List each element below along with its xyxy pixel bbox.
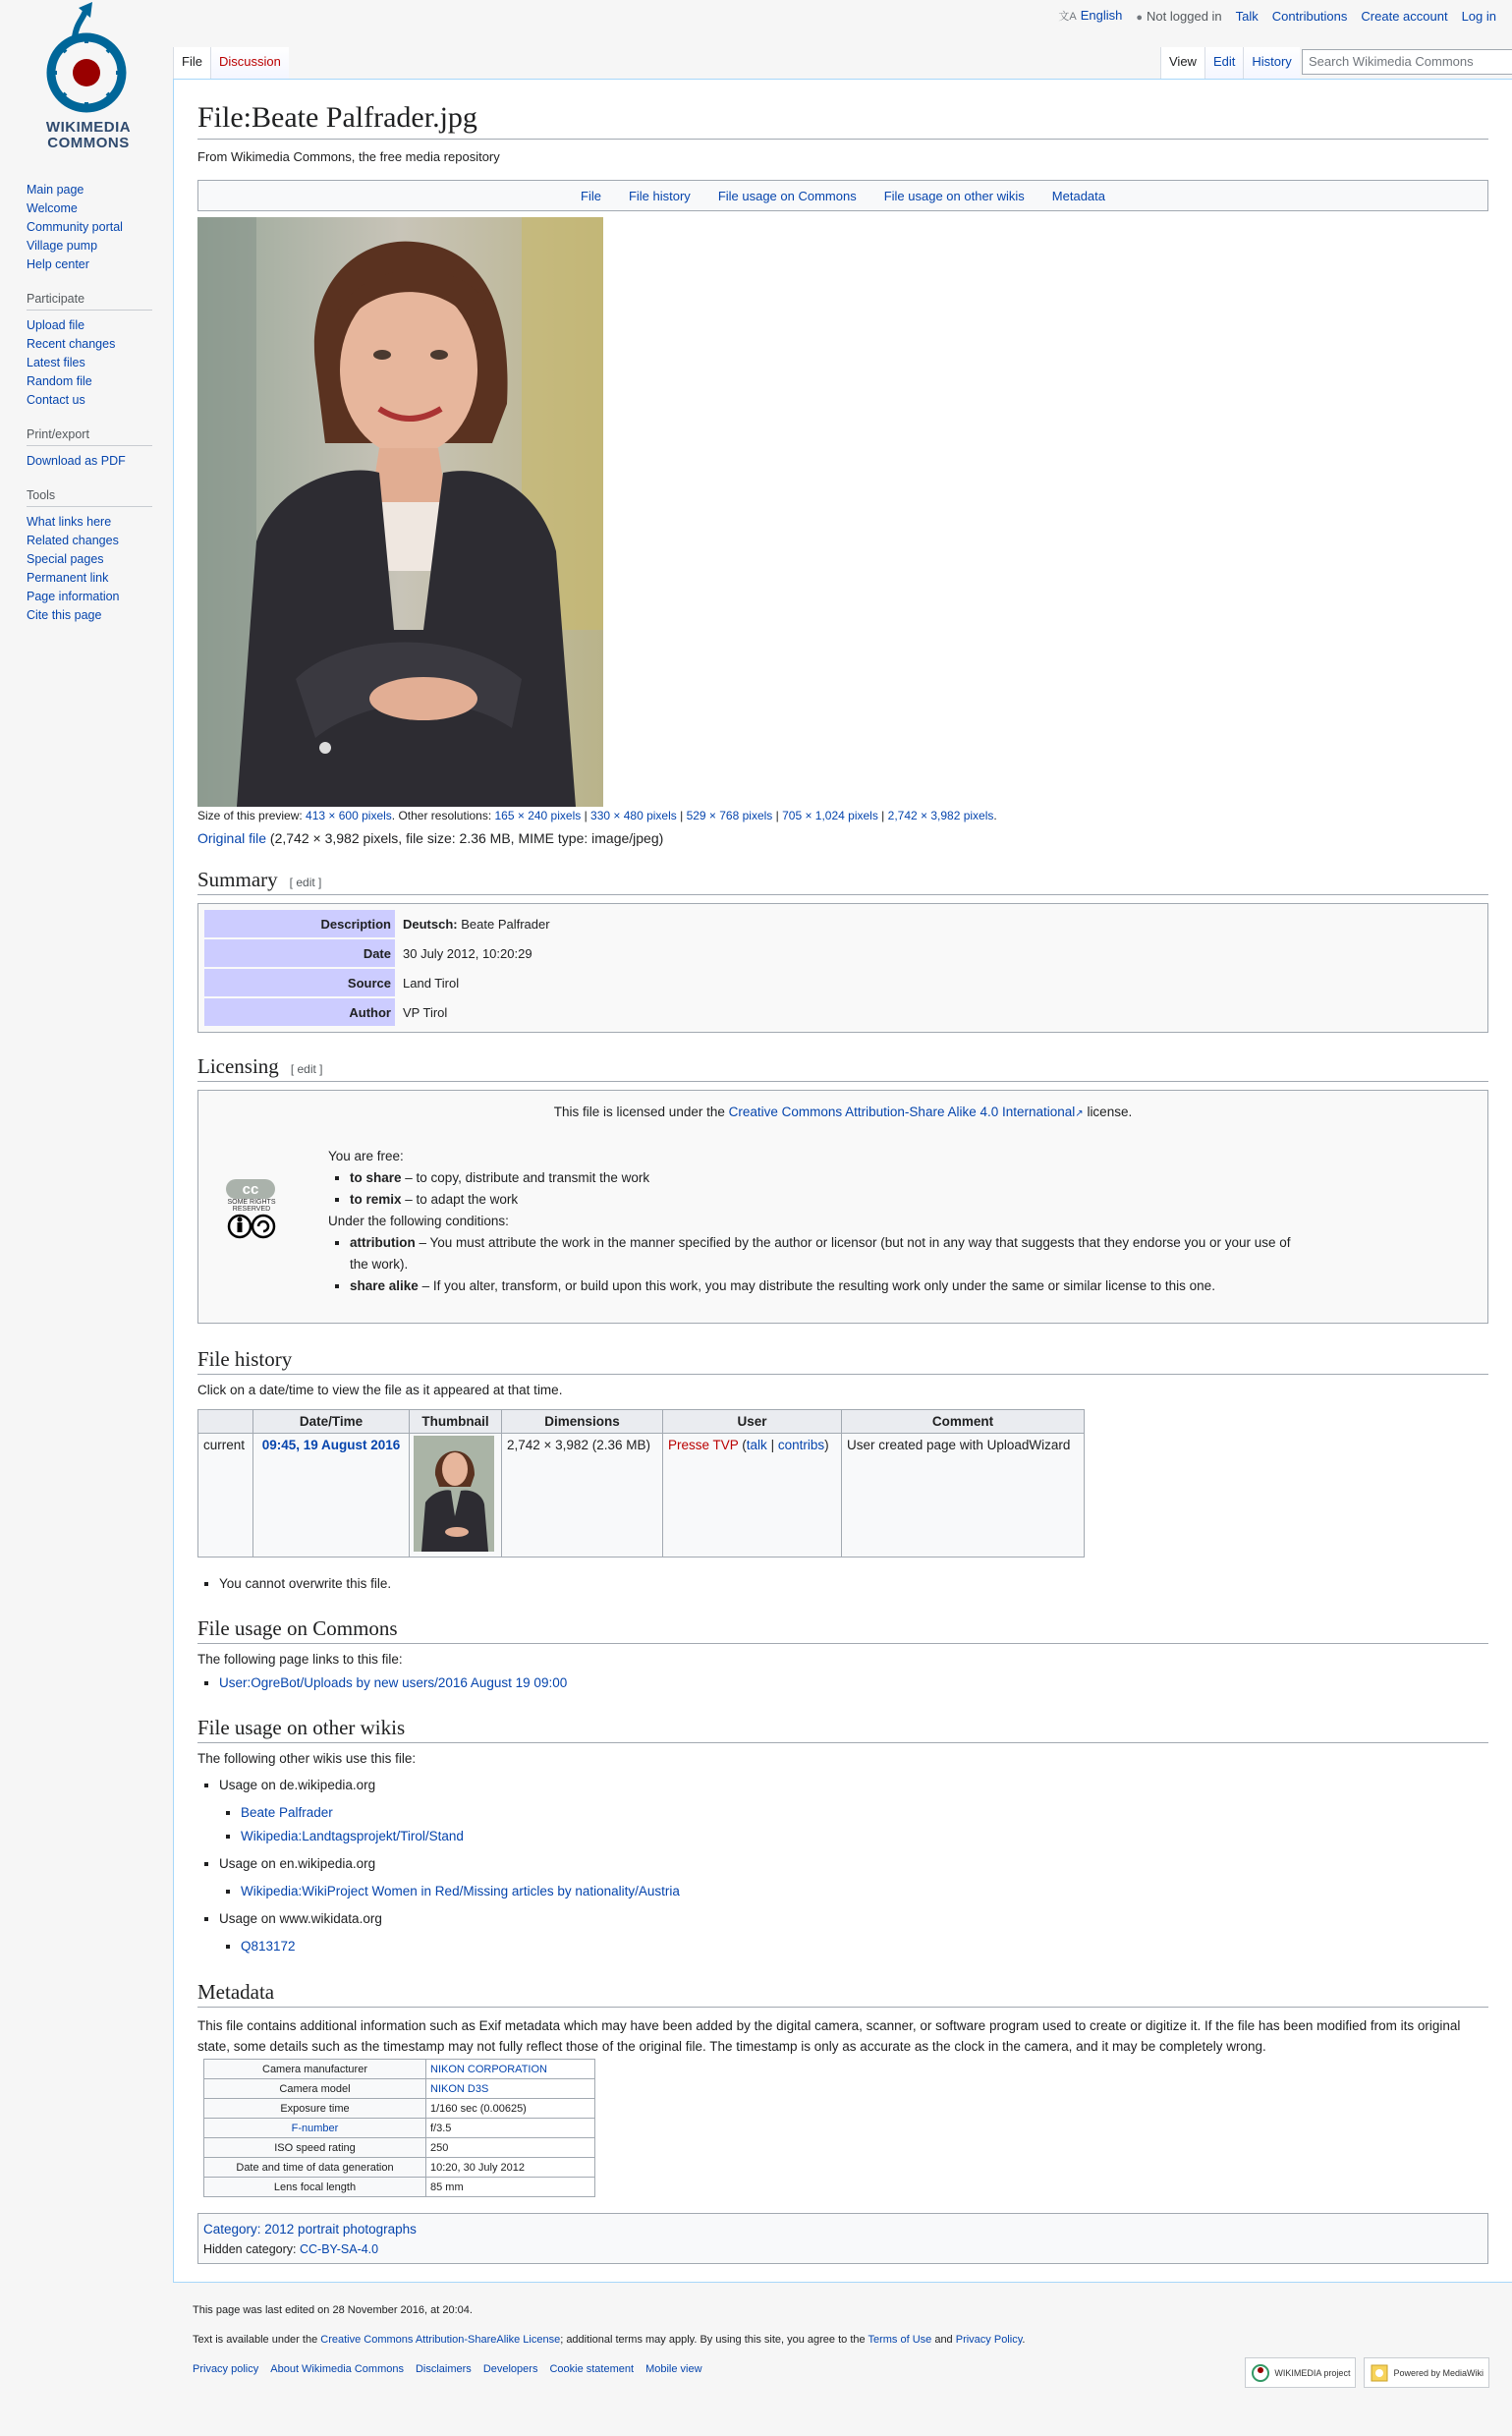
- talk-link[interactable]: Talk: [1235, 8, 1259, 24]
- history-contribs-link[interactable]: contribs: [777, 1438, 825, 1452]
- table-row: Author VP Tirol: [204, 998, 556, 1026]
- resolution-link[interactable]: 705 × 1,024 pixels: [782, 809, 878, 822]
- original-file-link[interactable]: Original file: [197, 830, 267, 846]
- sidebar-print: [27, 427, 174, 471]
- footer-link-developers[interactable]: Developers: [482, 2363, 538, 2375]
- commons-logo-icon: [29, 0, 147, 120]
- table-row: Source Land Tirol: [204, 969, 556, 996]
- contributions-link[interactable]: Contributions: [1271, 8, 1348, 24]
- sidebar-heading-tools: Tools: [27, 488, 152, 507]
- list-item: ▪ attribution – You must attribute the work in the manner specified by the author or licensor (but not in any way that suggests that they endorse you or your use of the work).: [350, 1232, 1311, 1275]
- sidebar-tools: [27, 488, 174, 625]
- sidebar-heading-print: Print/export: [27, 427, 152, 446]
- sidebar-item-random-file[interactable]: Random file: [27, 374, 92, 388]
- mediawiki-badge[interactable]: Powered by MediaWiki: [1364, 2357, 1489, 2388]
- license-link[interactable]: Creative Commons Attribution-Share Alike 4.0 International: [728, 1105, 1076, 1119]
- create-account-link[interactable]: Create account: [1361, 8, 1448, 24]
- tab-history[interactable]: History: [1243, 47, 1299, 79]
- metadata-intro: This file contains additional information such as Exif metadata which may have been added by the digital camera, scanner, or software program used to create or digitize it. If the file has been modified from its original state, some details such as the timestamp may not fully reflect those of the original file. The timestamp is only as accurate as the clock in the camera, and it may be completely wrong.: [197, 2018, 1461, 2054]
- portrait-photo: [197, 217, 603, 807]
- sidebar-item-cite-page[interactable]: Cite this page: [27, 608, 102, 622]
- list-item: ▪ Usage on de.wikipedia.org ▪ Beate Palfrader ▪ Wikipedia:Landtagsprojekt/Tirol/Stand: [219, 1774, 1488, 1848]
- sidebar-item-contact-us[interactable]: Contact us: [27, 393, 85, 407]
- main-content: [173, 79, 1512, 2283]
- file-history-heading: File history: [197, 1347, 1488, 1375]
- summary-edit-link[interactable]: [ edit ]: [289, 876, 322, 889]
- metadata-heading: Metadata: [197, 1980, 1488, 2008]
- resolution-link[interactable]: 529 × 768 pixels: [686, 809, 773, 822]
- sidebar-item-upload-file[interactable]: Upload file: [27, 318, 85, 332]
- file-history-table: [197, 1409, 1085, 1558]
- table-row: current 09:45, 19 August 2016 2,742 × 3,982 (2.36 MB) Presse TVP (talk | contribs) User created page with UploadWizard: [198, 1434, 1085, 1558]
- file-toc: [197, 180, 1488, 211]
- view-tabs: [1160, 47, 1300, 79]
- list-item: ▪ share alike – If you alter, transform, or build upon this work, you may distribute the resulting work only under the same or similar license to this one.: [350, 1275, 1311, 1297]
- table-row: Exposure time 1/160 sec (0.00625): [204, 2099, 595, 2119]
- history-user-link[interactable]: Presse TVP: [668, 1438, 739, 1452]
- page-title: File:Beate Palfrader.jpg: [197, 99, 1488, 140]
- login-link[interactable]: Log in: [1461, 8, 1496, 24]
- anon-status: ● Not logged in: [1136, 8, 1222, 24]
- sidebar-item-download-pdf[interactable]: Download as PDF: [27, 454, 126, 468]
- footer-icons: [1245, 2357, 1489, 2388]
- usage-commons-intro: The following page links to this file:: [197, 1652, 403, 1667]
- site-subtitle: From Wikimedia Commons, the free media repository: [197, 149, 500, 164]
- licensing-heading: Licensing [ edit ]: [197, 1054, 1488, 1082]
- table-row: Camera manufacturer NIKON CORPORATION: [204, 2060, 595, 2079]
- history-datetime-link[interactable]: 09:45, 19 August 2016: [261, 1438, 401, 1452]
- list-item: ▪ Usage on en.wikipedia.org ▪ Wikipedia:WikiProject Women in Red/Missing articles by nationality/Austria: [219, 1852, 1488, 1903]
- svg-text:cc: cc: [242, 1181, 259, 1198]
- sidebar-participate: [27, 292, 174, 410]
- summary-heading: Summary [ edit ]: [197, 868, 1488, 895]
- footer-link-privacy[interactable]: Privacy policy: [193, 2363, 259, 2375]
- preview-resolutions: Size of this preview: 413 × 600 pixels. Other resolutions: 165 × 240 pixels | 330 × 480 pixels | 529 × 768 pixels | 705 × 1,024 pixels | 2,742 × 3,982 pixels.: [197, 809, 997, 822]
- table-row: Camera model NIKON D3S: [204, 2079, 595, 2099]
- usage-link[interactable]: Wikipedia:Landtagsprojekt/Tirol/Stand: [241, 1829, 464, 1843]
- sidebar-item-recent-changes[interactable]: Recent changes: [27, 337, 116, 351]
- usage-other-heading: File usage on other wikis: [197, 1716, 1488, 1743]
- history-thumbnail[interactable]: [414, 1436, 494, 1552]
- usage-link[interactable]: User:OgreBot/Uploads by new users/2016 August 19 09:00: [219, 1675, 568, 1690]
- mediawiki-icon: [1370, 2363, 1389, 2383]
- toc-file-usage-commons[interactable]: File usage on Commons: [717, 188, 857, 203]
- table-row: Date 30 July 2012, 10:20:29: [204, 939, 556, 967]
- license-box: This file is licensed under the Creative Commons Attribution-Share Alike 4.0 International↗ license. cc SOME RIGHTS RESERVED You are free: ▪ to share – to copy, distribute and transmit the work ▪ to remix – to adapt the work Under the following conditions: ▪ attribution – You must attribute the work in the manner specified by the author or licensor (but not in any way that suggests that they endorse you or your use of the work). ▪ share alike – If you alter, transform, or build upon this work, you may distribute the resulting work only under the same or similar license to this one.: [197, 1090, 1488, 1324]
- usage-commons-list: [197, 1672, 1488, 1694]
- language-selector[interactable]: 文A English: [1058, 8, 1123, 23]
- metadata-table: [203, 2059, 595, 2197]
- list-item: ▪ to remix – to adapt the work: [350, 1189, 1311, 1211]
- usage-link[interactable]: Q813172: [241, 1939, 296, 1954]
- list-item: [219, 1672, 1488, 1694]
- usage-commons-heading: File usage on Commons: [197, 1616, 1488, 1644]
- logo-wordmark-line2: COMMONS: [47, 135, 130, 151]
- resolution-link[interactable]: 2,742 × 3,982 pixels: [887, 809, 994, 822]
- cc-badge-text: SOME RIGHTS RESERVED: [227, 1199, 276, 1213]
- category-link[interactable]: Category: 2012 portrait photographs: [203, 2222, 417, 2237]
- preview-current-size[interactable]: 413 × 600 pixels: [306, 809, 392, 822]
- sidebar-navigation: [27, 181, 174, 274]
- toc-file-usage-other[interactable]: File usage on other wikis: [883, 188, 1025, 203]
- sidebar-item-main-page[interactable]: Main page: [27, 183, 84, 197]
- tab-discussion[interactable]: Discussion: [210, 47, 289, 79]
- toc-metadata[interactable]: Metadata: [1051, 188, 1105, 203]
- tab-view[interactable]: View: [1160, 47, 1204, 79]
- toc-file[interactable]: File: [581, 188, 601, 203]
- tab-file[interactable]: File: [173, 47, 210, 79]
- list-item: [241, 1935, 1488, 1958]
- table-row: ISO speed rating 250: [204, 2138, 595, 2158]
- sidebar-item-what-links-here[interactable]: What links here: [27, 515, 112, 529]
- footer-link-disclaimers[interactable]: Disclaimers: [415, 2363, 472, 2375]
- sidebar-heading-participate: Participate: [27, 292, 152, 311]
- sidebar-item-special-pages[interactable]: Special pages: [27, 552, 104, 566]
- search-placeholder: Search Wikimedia Commons: [1309, 54, 1474, 69]
- table-header-row: Date/Time Thumbnail Dimensions User Comment: [198, 1410, 1085, 1434]
- list-item: ▪ Usage on www.wikidata.org ▪ Q813172: [219, 1907, 1488, 1958]
- usage-other-intro: The following other wikis use this file:: [197, 1751, 417, 1766]
- tab-edit[interactable]: Edit: [1204, 47, 1243, 79]
- list-item: ▪ You cannot overwrite this file.: [219, 1573, 1488, 1595]
- hidden-category-link[interactable]: CC-BY-SA-4.0: [299, 2242, 379, 2256]
- list-item: [241, 1801, 1488, 1825]
- original-file-info: Original file (2,742 × 3,982 pixels, file size: 2.36 MB, MIME type: image/jpeg): [197, 830, 664, 846]
- personal-tools: [1058, 8, 1496, 24]
- table-row: Lens focal length 85 mm: [204, 2178, 595, 2197]
- site-logo[interactable]: [29, 0, 147, 157]
- sidebar: [27, 181, 174, 643]
- cc-by-sa-icon[interactable]: [212, 1177, 291, 1240]
- history-note-list: [197, 1573, 1488, 1595]
- sidebar-item-permanent-link[interactable]: Permanent link: [27, 571, 109, 585]
- usage-link[interactable]: Beate Palfrader: [241, 1805, 333, 1820]
- translate-icon: 文A: [1058, 11, 1077, 23]
- licensing-edit-link[interactable]: [ edit ]: [290, 1062, 323, 1076]
- file-history-intro: Click on a date/time to view the file as it appeared at that time.: [197, 1383, 563, 1397]
- sidebar-item-page-information[interactable]: Page information: [27, 590, 120, 603]
- logo-wordmark-line1: WIKIMEDIA: [45, 119, 132, 136]
- footer: [193, 2304, 1489, 2378]
- usage-link[interactable]: Wikipedia:WikiProject Women in Red/Missing articles by nationality/Austria: [241, 1884, 680, 1898]
- sidebar-item-related-changes[interactable]: Related changes: [27, 534, 119, 547]
- wikimedia-project-badge[interactable]: WIKIMEDIA project: [1245, 2357, 1356, 2388]
- footer-link-mobile[interactable]: Mobile view: [645, 2363, 702, 2375]
- search-input[interactable]: [1302, 49, 1512, 75]
- summary-table: [197, 903, 1488, 1033]
- history-talk-link[interactable]: talk: [746, 1438, 767, 1452]
- footer-license: Text is available under the Creative Commons Attribution-ShareAlike License; additional terms may apply. By using this site, you agree to the Terms of Use and Privacy Policy.: [193, 2334, 1026, 2346]
- table-row: Date and time of data generation 10:20, 30 July 2012: [204, 2158, 595, 2178]
- wikimedia-icon: [1251, 2363, 1270, 2383]
- external-link-icon: ↗: [1075, 1108, 1084, 1119]
- toc-file-history[interactable]: File history: [628, 188, 691, 203]
- list-item: [241, 1880, 1488, 1903]
- table-row: Description Deutsch: Beate Palfrader: [204, 910, 556, 937]
- file-preview-image[interactable]: [197, 217, 603, 807]
- last-edited: This page was last edited on 28 November 2016, at 20:04.: [193, 2304, 473, 2316]
- sidebar-item-latest-files[interactable]: Latest files: [27, 356, 85, 369]
- resolution-link[interactable]: 165 × 240 pixels: [494, 809, 582, 822]
- sidebar-item-village-pump[interactable]: Village pump: [27, 239, 98, 253]
- namespace-tabs: [173, 47, 289, 79]
- sidebar-item-welcome[interactable]: Welcome: [27, 201, 78, 215]
- table-row: F-number f/3.5: [204, 2119, 595, 2138]
- list-item: [241, 1825, 1488, 1848]
- category-links: Category: 2012 portrait photographs Hidden category: CC-BY-SA-4.0: [197, 2213, 1488, 2264]
- sidebar-item-community-portal[interactable]: Community portal: [27, 220, 123, 234]
- sidebar-item-help-center[interactable]: Help center: [27, 257, 89, 271]
- usage-other-list: [197, 1774, 1488, 1958]
- list-item: ▪ to share – to copy, distribute and transmit the work: [350, 1167, 1311, 1189]
- user-icon: ●: [1136, 11, 1144, 24]
- footer-link-cookie[interactable]: Cookie statement: [549, 2363, 635, 2375]
- resolution-link[interactable]: 330 × 480 pixels: [590, 809, 677, 822]
- footer-link-about[interactable]: About Wikimedia Commons: [270, 2363, 404, 2375]
